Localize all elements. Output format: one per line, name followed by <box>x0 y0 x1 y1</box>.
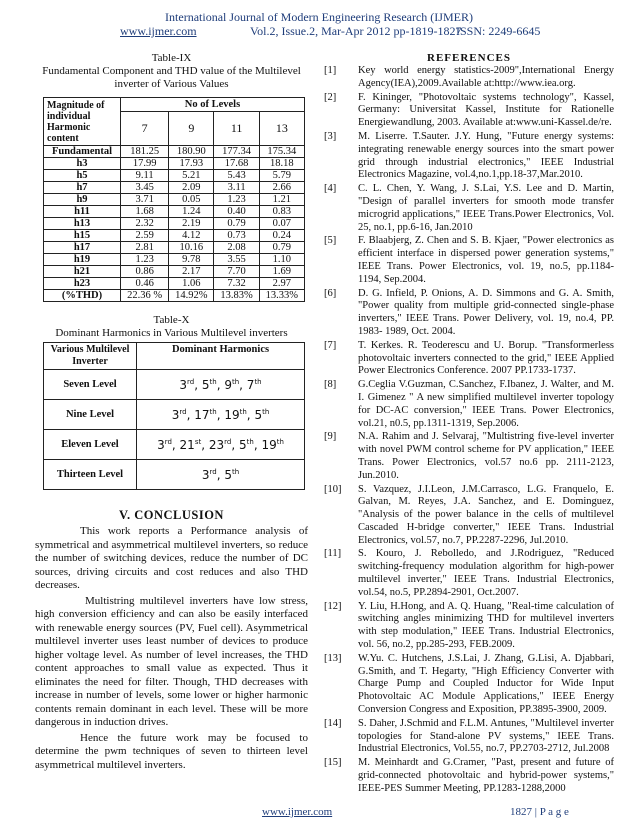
table9-cell: 1.69 <box>259 266 304 278</box>
table10-head-dominant: Dominant Harmonics <box>137 343 305 370</box>
table9-cell: 18.18 <box>259 158 304 170</box>
table9-cell: 181.25 <box>121 146 169 158</box>
table9-row-label: h3 <box>44 158 121 170</box>
reference-number: [15] <box>324 757 342 769</box>
reference-number: [10] <box>324 483 342 495</box>
reference-text: D. G. Infield, P. Onions, A. D. Simmons and G. A. Smith, "Power quality from multiple grid-connected single-phase inverters," IEEE Trans. Power Delivery, vol. 19, no.4, PP. 1983- 1989, Oct. 2004. <box>358 287 614 337</box>
reference-number: [7] <box>324 339 337 351</box>
reference-number: [13] <box>324 652 342 664</box>
harmonic-suffix: th <box>209 407 217 416</box>
reference-number: [3] <box>324 130 337 142</box>
table10-harmonics: 3rd, 5th <box>137 460 305 490</box>
table9-row-label: h23 <box>44 278 121 290</box>
table9-cell: 0.40 <box>214 206 259 218</box>
table9-cell: 17.68 <box>214 158 259 170</box>
table9-cell: 0.07 <box>259 218 304 230</box>
running-header <box>0 10 638 38</box>
table9-row-label: h17 <box>44 242 121 254</box>
harmonic-number: 3 <box>157 437 165 452</box>
table9-row-label: (%THD) <box>44 290 121 302</box>
reference-text: S. Kouro, J. Rebolledo, and J.Rodriguez, "Reduced switching-frequency modulation algorithm for high-power multilevel inverter," IEEE Trans. Industrial Electronics, vol.54, no.5, PP.2894-2901, Oct.2007. <box>358 548 614 598</box>
harmonic-number: 17 <box>194 407 210 422</box>
table9-caption: Fundamental Component and THD value of the Multilevel inverter of Various Values <box>42 65 301 90</box>
table9-cell: 3.55 <box>214 254 259 266</box>
table9-head-magnitude: Magnitude of individual Harmonic content <box>44 98 121 146</box>
harmonic-number: 23 <box>208 437 225 452</box>
right-column <box>324 52 614 796</box>
table9-cell: 1.10 <box>259 254 304 266</box>
reference-text: N.A. Rahim and J. Selvaraj, "Multistring five-level inverter with novel PWM control scheme for PV application," IEEE Trans. Power Electronics, vol.57 no.6 pp. 2111-2123, Jun.2010. <box>358 431 614 481</box>
conclusion-paragraph-1: This work reports a Performance analysis of symmetrical and asymmetrical multilevel inverters, so reduce the number of switching devices, reduce the number of DC sources, driving circuits and cost reduces and also THD decreases. <box>35 525 308 591</box>
table10-row <box>44 460 305 490</box>
reference-text: C. L. Chen, Y. Wang, J. S.Lai, Y.S. Lee and D. Martin, "Design of parallel inverters for smooth mode transfer microgrid applications," IEEE Trans.Power Electronics, Vol. 25, no.1, pp.6-16, Jan.2010 <box>358 183 614 233</box>
table9-cell: 2.97 <box>259 278 304 290</box>
table9-cell: 4.12 <box>169 230 214 242</box>
harmonic-suffix: rd <box>164 437 172 446</box>
table9-level-13: 13 <box>259 112 304 146</box>
reference-item <box>324 340 614 378</box>
reference-item <box>324 288 614 339</box>
table9-cell: 0.73 <box>214 230 259 242</box>
table10-row-label: Thirteen Level <box>44 460 137 490</box>
table9-row <box>44 146 305 158</box>
table9-row <box>44 242 305 254</box>
table10-harmonics: 3rd, 17th, 19th, 5th <box>137 400 305 430</box>
table9-row <box>44 218 305 230</box>
table9-row-label: h5 <box>44 170 121 182</box>
table9-cell: 2.19 <box>169 218 214 230</box>
table9-cell: 2.08 <box>214 242 259 254</box>
reference-item <box>324 183 614 234</box>
harmonic-number: 3 <box>171 407 180 422</box>
table9-cell: 2.09 <box>169 182 214 194</box>
reference-text: S. Daher, J.Schmid and F.L.M. Antunes, "Multilevel inverter topologies for Stand-alone PV systems," IEEE Trans. Industrial Electronics, Vol.55, no.7, PP.2703-2712, Jul.2008 <box>358 717 614 755</box>
table9-cell: 7.70 <box>214 266 259 278</box>
table9-cell: 3.45 <box>121 182 169 194</box>
table9-cell: 0.86 <box>121 266 169 278</box>
reference-text: M. Liserre. T.Sauter. J.Y. Hung, "Future energy systems: integrating renewable energy sources into the smart power grid through industrial electronics," IEEE Industrial Electronics Magazine, vol.4,no.1,pp.18-37,Mar.2010. <box>358 130 614 181</box>
table9-cell: 177.34 <box>214 146 259 158</box>
harmonic-number: 5 <box>254 407 263 422</box>
table9-cell: 5.21 <box>169 170 214 182</box>
table9-cell: 0.05 <box>169 194 214 206</box>
table10 <box>43 342 305 490</box>
table10-harmonics: 3rd, 5th, 9th, 7th <box>137 370 305 400</box>
table9-cell: 1.68 <box>121 206 169 218</box>
table9-row-label: h11 <box>44 206 121 218</box>
reference-number: [5] <box>324 235 337 247</box>
harmonic-suffix: rd <box>179 407 187 416</box>
reference-number: [6] <box>324 287 337 299</box>
table9-cell: 5.43 <box>214 170 259 182</box>
table9-cell: 14.92% <box>169 290 214 302</box>
table9-cell: 9.11 <box>121 170 169 182</box>
harmonic-number: 21 <box>179 437 195 452</box>
table9-row <box>44 170 305 182</box>
reference-item <box>324 92 614 130</box>
harmonic-number: 5 <box>201 377 210 392</box>
harmonic-number: 5 <box>239 437 247 452</box>
table9-cell: 17.99 <box>121 158 169 170</box>
header-issn: ISSN: 2249-6645 <box>456 24 541 38</box>
table9-cell: 1.06 <box>169 278 214 290</box>
table9-cell: 2.66 <box>259 182 304 194</box>
reference-text: F. Blaabjerg, Z. Chen and S. B. Kjaer, "Power electronics as efficient interface in dispersed power generation systems," IEEE Trans. Power Electronics, vol. 19, no.5, pp.1184- 1194, Sep.2004. <box>358 235 614 285</box>
table10-row-label: Nine Level <box>44 400 137 430</box>
page-number: 1827 | P a g e <box>510 806 569 818</box>
reference-text: G.Ceglia V.Guzman, C.Sanchez, F.Ibanez, J. Walter, and M. I. Gimenez " A new simplified multilevel inverter topology for DC-AC conversion," IEEE Trans. Power Electronics, vol.21, n0.5, pp.1311-1319, Sep.2006. <box>358 379 614 429</box>
table10-row-label: Seven Level <box>44 370 137 400</box>
table9 <box>43 97 305 302</box>
table9-cell: 0.79 <box>214 218 259 230</box>
table9-row <box>44 254 305 266</box>
harmonic-suffix: th <box>239 407 247 416</box>
harmonic-suffix: th <box>231 377 240 386</box>
table9-row <box>44 182 305 194</box>
table9-head-levels: No of Levels <box>121 98 305 112</box>
conclusion-heading: V. CONCLUSION <box>119 508 224 522</box>
table9-cell: 2.32 <box>121 218 169 230</box>
harmonic-suffix: th <box>246 437 254 446</box>
table9-cell: 0.46 <box>121 278 169 290</box>
harmonic-number: 7 <box>246 377 255 392</box>
table9-row-label: h7 <box>44 182 121 194</box>
table9-cell: 10.16 <box>169 242 214 254</box>
reference-number: [9] <box>324 431 337 443</box>
harmonic-suffix: rd <box>209 467 217 476</box>
table9-level-9: 9 <box>169 112 214 146</box>
table9-level-11: 11 <box>214 112 259 146</box>
table9-row <box>44 194 305 206</box>
reference-item <box>324 235 614 286</box>
harmonic-number: 3 <box>179 377 188 392</box>
table9-cell: 1.21 <box>259 194 304 206</box>
table9-cell: 0.83 <box>259 206 304 218</box>
reference-text: T. Kerkes. R. Teoderescu and U. Borup. "Transformerless photovoltaic inverters connected to the grid," IEEE Applied Power Electronics Conference. 2007 PP.1733-1737. <box>358 339 614 377</box>
table9-cell: 13.83% <box>214 290 259 302</box>
journal-title: International Journal of Modern Engineering Research (IJMER) <box>165 10 473 24</box>
table10-label: Table-X <box>153 314 190 326</box>
harmonic-number: 19 <box>224 407 240 422</box>
header-volume: Vol.2, Issue.2, Mar-Apr 2012 pp-1819-1827 <box>250 24 462 38</box>
harmonic-suffix: th <box>262 407 270 416</box>
table9-row-label: h9 <box>44 194 121 206</box>
table9-cell: 7.32 <box>214 278 259 290</box>
reference-text: F. Kininger, "Photovoltaic systems technology", Kassel, Germany: Universitat Kassel, Institute for Rationelle Energiewandlung, 2003. Available at:www.uni-Kassel.de/re. <box>358 91 614 129</box>
reference-item <box>324 484 614 548</box>
harmonic-suffix: th <box>276 437 284 446</box>
reference-text: W.Yu. C. Hutchens, J.S.Lai, J. Zhang, G.Lisi, A. Djabbari, G.Smith, and T. Hegarty, "High Efficiency Converter with Charge Pump and Coupled Inductor for Wide Input Photovoltaic AC Module Applications," IEEE Energy Conversion Congress and Exposition, PP.3895-3900, 2009. <box>358 652 614 716</box>
table9-row <box>44 290 305 302</box>
reference-number: [1] <box>324 65 337 76</box>
reference-number: [14] <box>324 717 342 729</box>
table9-cell: 1.23 <box>214 194 259 206</box>
table9-cell: 0.79 <box>259 242 304 254</box>
harmonic-number: 3 <box>201 467 210 482</box>
harmonic-suffix: th <box>254 377 262 386</box>
reference-item <box>324 379 614 430</box>
table10-harmonics: 3rd, 21st, 23rd, 5th, 19th <box>137 430 305 460</box>
reference-text: M. Meinhardt and G.Cramer, "Past, present and future of grid-connected photovoltaic and hybrid-power systems," IEEE-PES Summer Meeting, PP.1283-1288,2000 <box>358 757 614 794</box>
table9-cell: 1.24 <box>169 206 214 218</box>
table10-row <box>44 430 305 460</box>
table9-cell: 17.93 <box>169 158 214 170</box>
table9-level-7: 7 <box>121 112 169 146</box>
harmonic-number: 9 <box>224 377 232 392</box>
table9-cell: 180.90 <box>169 146 214 158</box>
reference-text: Key world energy statistics-2009",International Energy Agency(IEA),2009.Available at:http://www.iea.org. <box>358 65 614 89</box>
table9-row-label: Fundamental <box>44 146 121 158</box>
reference-text: S. Vazquez, J.I.Leon, J.M.Carrasco, L.G. Franquelo, E. Galvan, M. Reyes, J.A. Sanchez, and E. Dominguez, "Analysis of the power balance in the cells of multilevel Cascaded H-bridge converter," IEEE Trans. Industrial Electronics, vol.57, no.7, PP.2287-2296, Jul.2010. <box>358 483 614 546</box>
table9-row-label: h21 <box>44 266 121 278</box>
reference-number: [4] <box>324 183 337 195</box>
reference-number: [12] <box>324 600 342 612</box>
reference-item <box>324 431 614 482</box>
reference-item <box>324 718 614 756</box>
conclusion-paragraph-3: Hence the future work may be focused to determine the pwm techniques of seven to thirteen level asymmetrical multilevel inverters. <box>35 731 308 771</box>
reference-number: [8] <box>324 379 337 391</box>
table9-label: Table-IX <box>151 52 192 64</box>
table9-cell: 3.11 <box>214 182 259 194</box>
reference-text: Y. Liu, H.Hong, and A. Q. Huang, "Real-time calculation of switching angles minimizing THD for multilevel inverters with step modulation," IEEE Trans. Industrial Electronics, vol. 56, no.2, pp.285-293, FEB.2009. <box>358 600 614 651</box>
table9-row <box>44 278 305 290</box>
table9-row <box>44 266 305 278</box>
reference-number: [2] <box>324 91 337 103</box>
table9-cell: 5.79 <box>259 170 304 182</box>
reference-item <box>324 131 614 182</box>
harmonic-number: 19 <box>261 437 277 452</box>
harmonic-number: 5 <box>224 467 232 482</box>
table9-cell: 1.23 <box>121 254 169 266</box>
harmonic-suffix: st <box>194 437 202 446</box>
table9-row-label: h13 <box>44 218 121 230</box>
reference-item <box>324 601 614 652</box>
table9-cell: 2.59 <box>121 230 169 242</box>
table9-cell: 22.36 % <box>121 290 169 302</box>
reference-item <box>324 548 614 599</box>
left-column <box>35 52 308 772</box>
reference-number: [11] <box>324 548 342 560</box>
header-site-link[interactable]: www.ijmer.com <box>120 24 197 38</box>
table9-cell: 13.33% <box>259 290 304 302</box>
references-list <box>324 65 614 796</box>
reference-item <box>324 653 614 717</box>
table9-cell: 3.71 <box>121 194 169 206</box>
table9-cell: 9.78 <box>169 254 214 266</box>
table9-cell: 2.81 <box>121 242 169 254</box>
table10-row <box>44 370 305 400</box>
table10-row-label: Eleven Level <box>44 430 137 460</box>
table9-row <box>44 230 305 242</box>
table9-row <box>44 158 305 170</box>
table9-row-label: h15 <box>44 230 121 242</box>
harmonic-suffix: th <box>231 467 240 476</box>
table10-caption: Dominant Harmonics in Various Multilevel inverters <box>55 327 288 339</box>
table9-row <box>44 206 305 218</box>
references-heading: REFERENCES <box>427 52 511 64</box>
table9-cell: 2.17 <box>169 266 214 278</box>
conclusion-paragraph-2: Multistring multilevel inverters have low stress, high conversion efficiency and can also be easily interfaced with renewable energy sources (PV, Fuel cell). Asymmetrical multilevel inverter uses least number of devices to produce higher voltage level. As number of level increases, the THD content approaches to small value as expected. Thus it eliminates the need for filter. Though, THD decreases with increase in number of levels, some lower or higher harmonic contents remain dominant in each level. These will be more dangerous in induction drives. <box>35 594 308 728</box>
harmonic-suffix: rd <box>224 437 232 446</box>
table9-cell: 0.24 <box>259 230 304 242</box>
harmonic-suffix: rd <box>187 377 195 386</box>
harmonic-suffix: th <box>209 377 217 386</box>
footer-site-link[interactable]: www.ijmer.com <box>262 806 333 818</box>
table10-row <box>44 400 305 430</box>
reference-item <box>324 65 614 91</box>
table10-head-various: Various Multilevel Inverter <box>44 343 137 370</box>
table9-cell: 175.34 <box>259 146 304 158</box>
table9-row-label: h19 <box>44 254 121 266</box>
reference-item <box>324 757 614 795</box>
